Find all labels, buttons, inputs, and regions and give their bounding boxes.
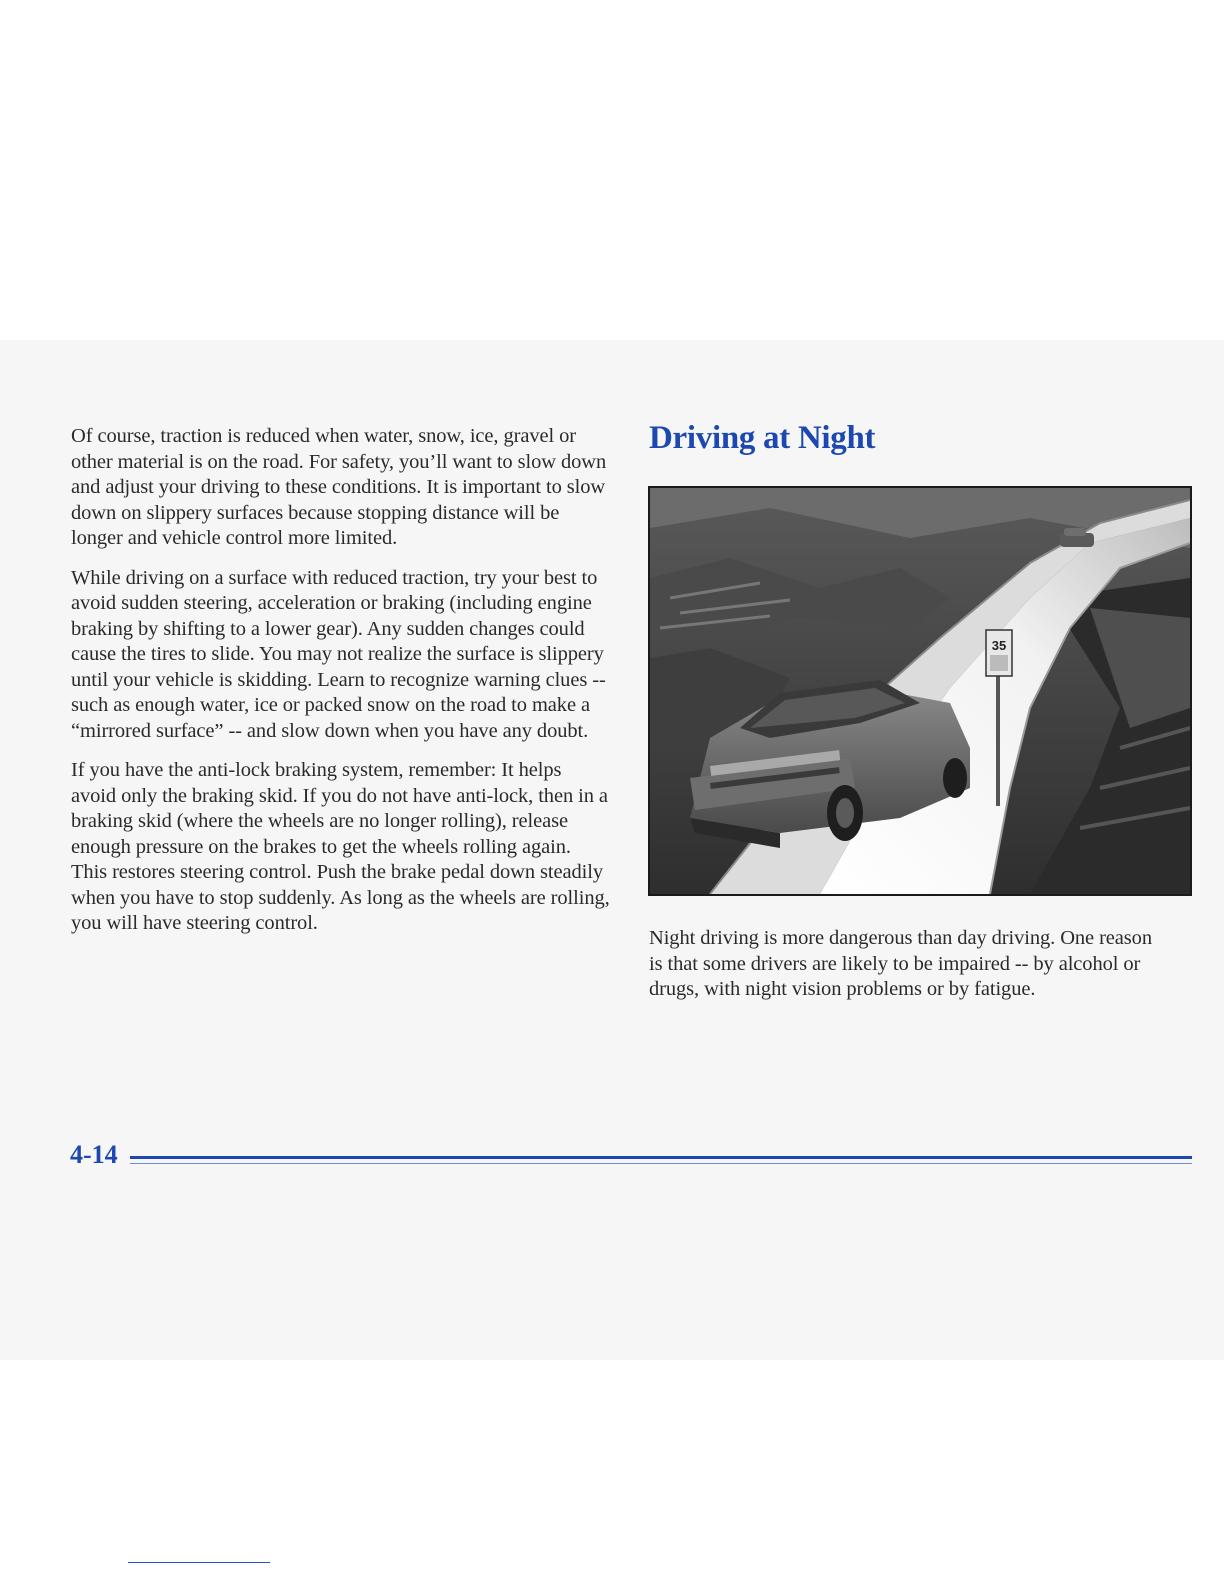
section-heading: Driving at Night <box>649 420 876 456</box>
night-driving-illustration <box>648 486 1192 896</box>
left-column <box>71 424 611 951</box>
right-column <box>649 926 1169 1003</box>
speed-sign-number: 35 <box>991 638 1007 653</box>
night-road-drawing <box>650 488 1190 894</box>
paragraph-anti-lock: If you have the anti-lock braking system, remember: It helps avoid only the braking skid. If you do not have anti-lock, then in a braking skid (where the wheels are no longer rolling), release enough pressure on the brakes to get the wheels rolling again. This restores steering control. Push the brake pedal down steadily when you have to stop suddenly. As long as the wheels are rolling, you will have steering control. <box>71 759 610 934</box>
page-number: 4-14 <box>70 1140 118 1169</box>
paragraph-traction: Of course, traction is reduced when water, snow, ice, gravel or other material is on the road. For safety, you’ll want to slow down and adjust your driving to these conditions. It is important to slow down on slippery surfaces because stopping distance will be longer and vehicle control more limited. <box>71 425 607 549</box>
footer-rule-thin <box>130 1163 1192 1164</box>
bottom-divider <box>128 1562 270 1563</box>
footer-rule-thick <box>130 1156 1192 1159</box>
paragraph-night-driving: Night driving is more dangerous than day driving. One reason is that some drivers are likely to be impaired -- by alcohol or drugs, with night vision problems or by fatigue. <box>649 927 1152 1000</box>
paragraph-reduced-traction: While driving on a surface with reduced traction, try your best to avoid sudden steering, acceleration or braking (including engine braking by shifting to a lower gear). Any sudden changes could cause the tires to slide. You may not realize the surface is slippery until your vehicle is skidding. Learn to recognize warning clues -- such as enough water, ice or packed snow on the road to make a “mirrored surface” -- and slow down when you have any doubt. <box>71 566 606 742</box>
